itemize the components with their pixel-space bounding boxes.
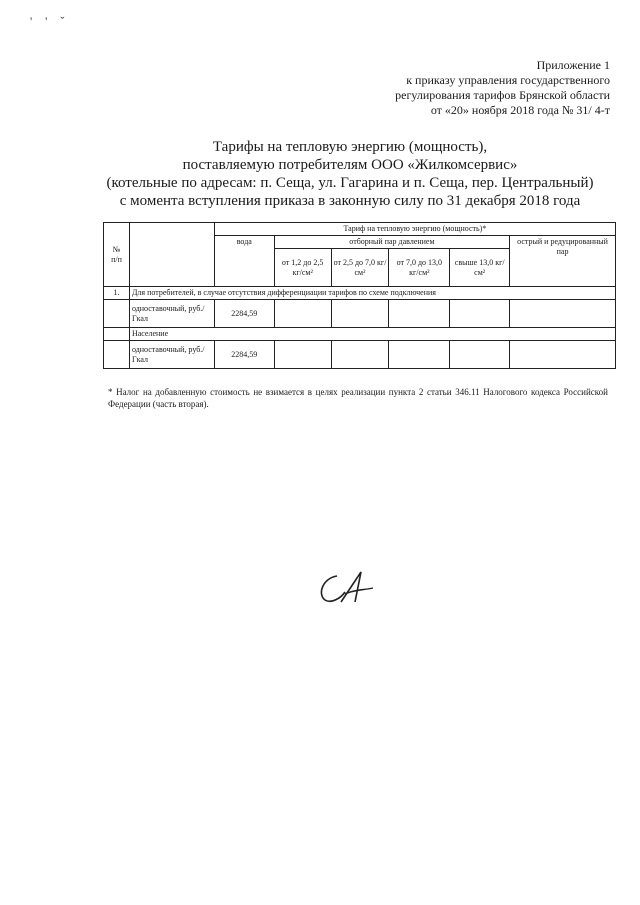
rate-value: 2284,59	[214, 341, 274, 369]
tariff-table	[103, 222, 616, 369]
header-sharp-steam: острый и редуцированный пар	[510, 236, 616, 287]
cell-empty	[389, 341, 450, 369]
cell-empty	[510, 300, 616, 328]
header-pressure-4: свыше 13,0 кг/см²	[450, 249, 510, 287]
appendix-line-1: Приложение 1	[536, 58, 610, 72]
rate-label: одноставочный, руб./Гкал	[129, 300, 214, 328]
cell-empty	[450, 300, 510, 328]
appendix-line-3: регулирования тарифов Брянской области	[395, 88, 610, 102]
appendix-line-4: от «20» ноября 2018 года № 31/ 4-т	[430, 103, 610, 117]
heading-line-3: (котельные по адресам: п. Сеща, ул. Гагарина и п. Сеща, пер. Центральный)	[106, 175, 594, 191]
cell-empty	[389, 300, 450, 328]
heading-line-4: с момента вступления приказа в законную силу по 31 декабря 2018 года	[119, 193, 581, 209]
scan-specks: ' ' ˇ	[30, 14, 70, 28]
header-pressure-2: от 2,5 до 7,0 кг/см²	[331, 249, 389, 287]
cell-empty	[104, 328, 130, 341]
header-water: вода	[214, 236, 274, 287]
cell-empty	[274, 341, 331, 369]
document-heading	[60, 138, 640, 210]
cell-empty	[450, 341, 510, 369]
heading-line-2: поставляемую потребителям ООО «Жилкомсервис»	[182, 157, 518, 173]
header-pressure-3: от 7,0 до 13,0 кг/см²	[389, 249, 450, 287]
cell-empty	[331, 300, 389, 328]
cell-empty	[104, 341, 130, 369]
row-number: 1.	[104, 287, 130, 300]
signature-mark	[315, 568, 377, 608]
row-consumer-group: Для потребителей, в случае отсутствия дифференциации тарифов по схеме подключения	[129, 287, 615, 300]
cell-empty	[104, 300, 130, 328]
appendix-line-2: к приказу управления государственного	[406, 73, 610, 87]
rate-label: одноставочный, руб./Гкал	[129, 341, 214, 369]
appendix-reference	[395, 58, 610, 118]
header-tariff: Тариф на тепловую энергию (мощность)*	[214, 223, 615, 236]
header-steam: отборный пар давлением	[274, 236, 509, 249]
rate-value: 2284,59	[214, 300, 274, 328]
cell-empty	[510, 341, 616, 369]
vat-footnote: * Налог на добавленную стоимость не взимается в целях реализации пункта 2 статьи 346.11 Налогового кодекса Российской Федерации (часть вторая).	[108, 387, 608, 409]
heading-line-1: Тарифы на тепловую энергию (мощность),	[212, 139, 488, 155]
cell-empty	[331, 341, 389, 369]
row-population: Население	[129, 328, 615, 341]
header-number: № п/п	[104, 223, 130, 287]
header-empty	[129, 223, 214, 287]
cell-empty	[274, 300, 331, 328]
header-pressure-1: от 1,2 до 2,5 кг/см²	[274, 249, 331, 287]
